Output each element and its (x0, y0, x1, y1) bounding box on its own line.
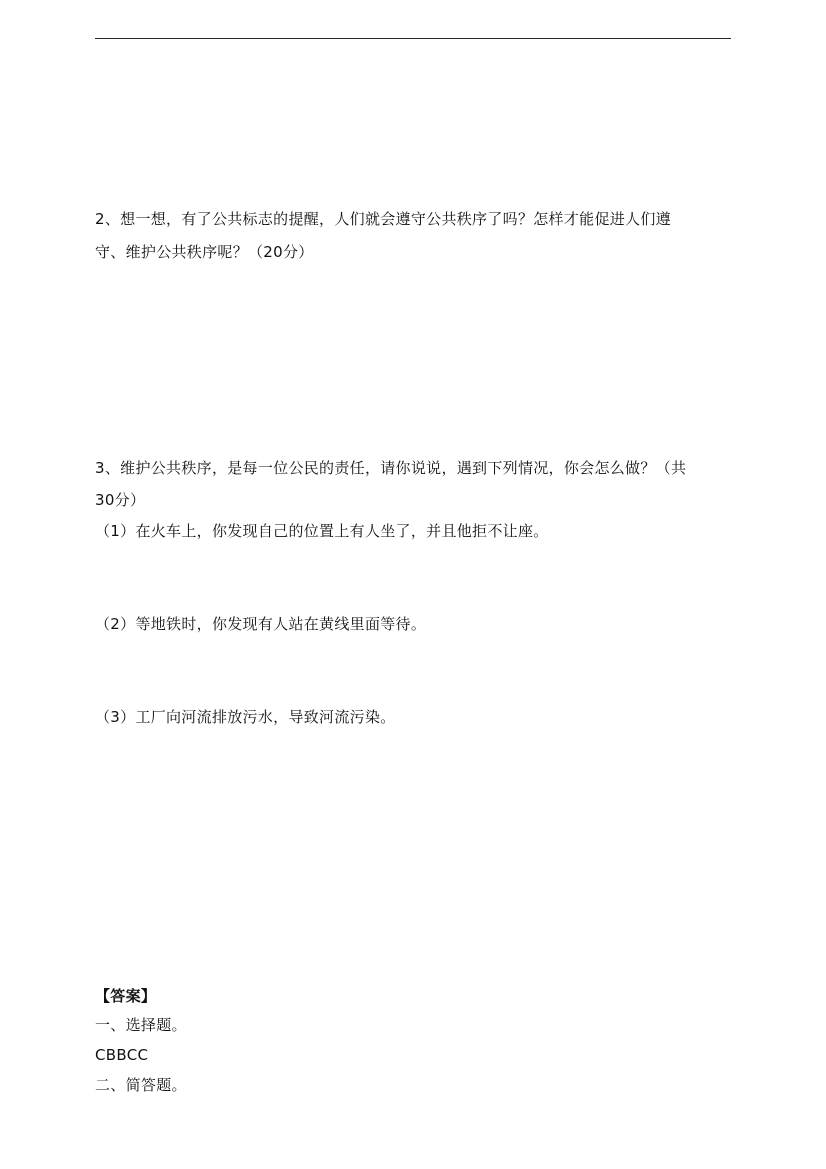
question-2-line-1: 2、想一想，有了公共标志的提醒，人们就会遵守公共秩序了吗？怎样才能促进人们遵 (95, 210, 671, 228)
answer-section-2: 二、简答题。 (95, 1076, 187, 1094)
question-3-item-3: （3）工厂向河流排放污水，导致河流污染。 (95, 708, 396, 726)
question-3-line-2: 30分） (95, 491, 146, 509)
answer-heading: 【答案】 (95, 987, 157, 1005)
question-3-item-1: （1）在火车上，你发现自己的位置上有人坐了，并且他拒不让座。 (95, 522, 549, 540)
question-3-item-2: （2）等地铁时，你发现有人站在黄线里面等待。 (95, 615, 427, 633)
question-3-line-1: 3、维护公共秩序，是每一位公民的责任，请你说说，遇到下列情况，你会怎么做？（共 (95, 459, 687, 477)
header-rule (95, 38, 731, 39)
choice-answers: CBBCC (95, 1046, 149, 1064)
answer-section-1: 一、选择题。 (95, 1016, 187, 1034)
question-2-line-2: 守、维护公共秩序呢？（20分） (95, 243, 314, 261)
